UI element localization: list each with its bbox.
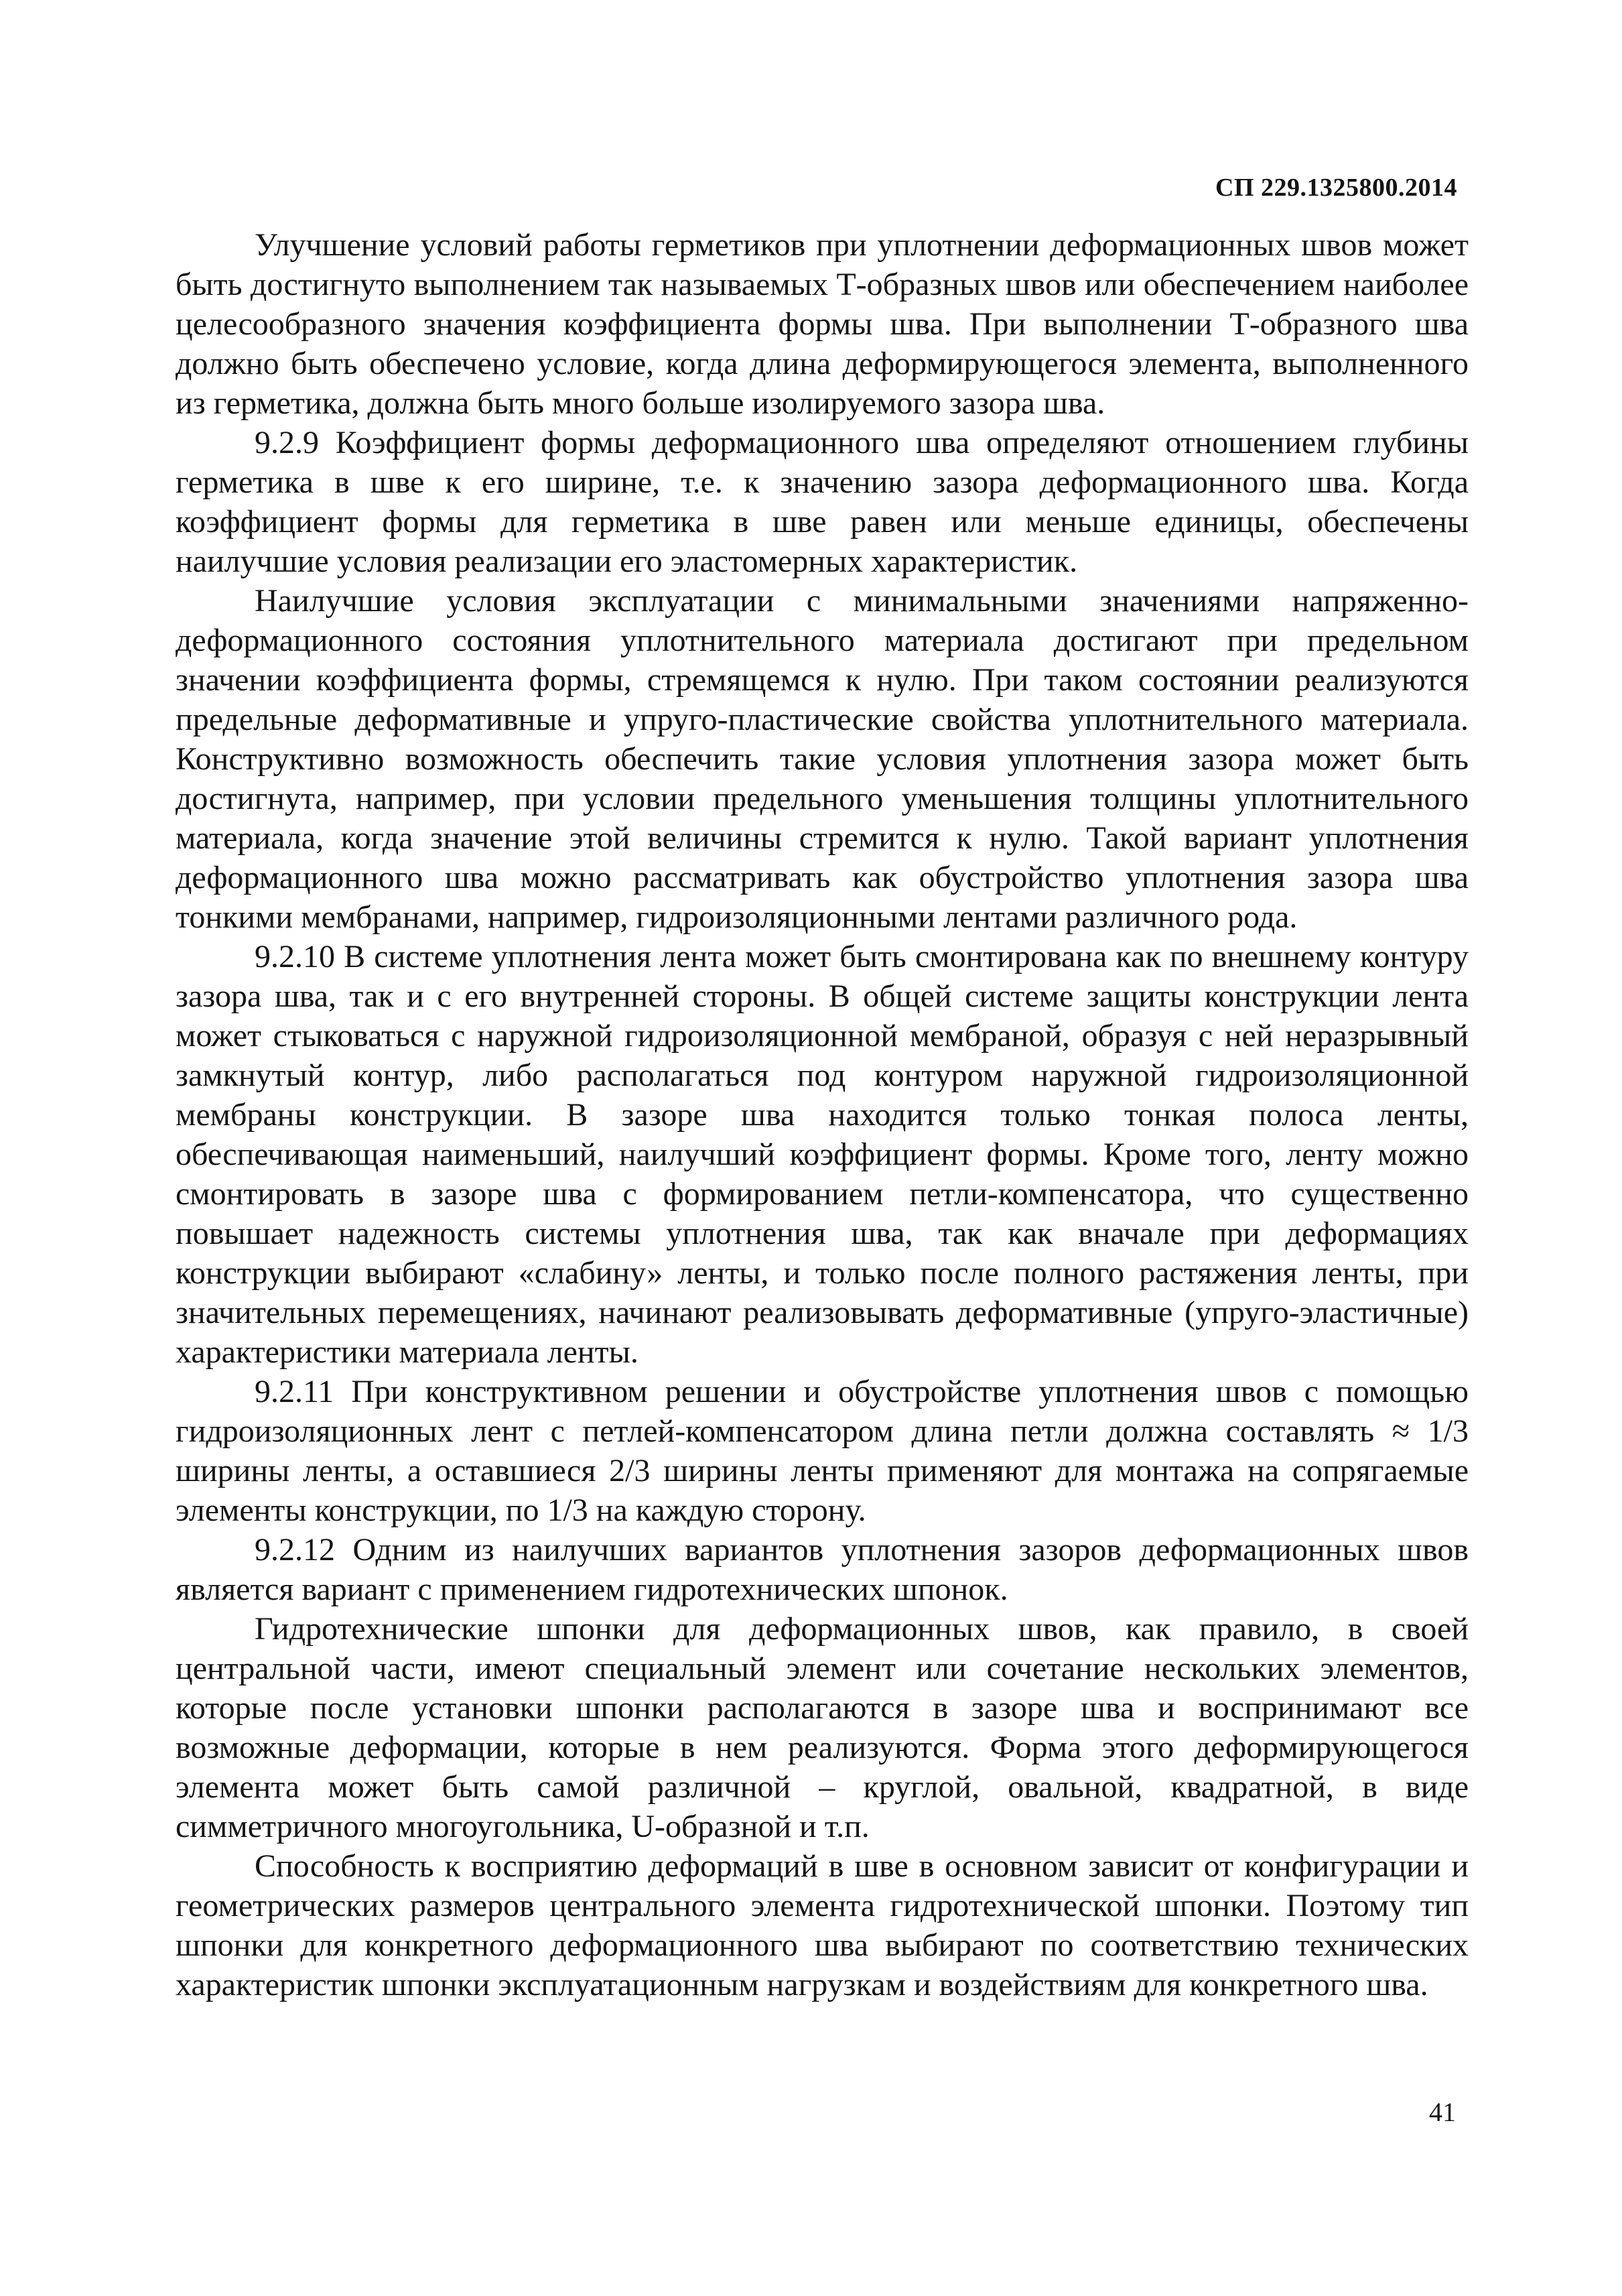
paragraph-best-conditions: Наилучшие условия эксплуатации с минимальными значениями напряженно-деформационного состояния уплотнительного материала достигают при предельном значении коэффициента формы, стремящемся к нулю. При таком состоянии реализуются предельные деформативные и упруго-пластические свойства уплотнительного материала. Конструктивно возможность обеспечить такие условия уплотнения зазора может быть достигнута, например, при условии предельного уменьшения толщины уплотнительного материала, когда значение этой величины стремится к нулю. Такой вариант уплотнения деформационного шва можно рассматривать как обустройство уплотнения зазора шва тонкими мембранами, например, гидроизоляционными лентами различного рода. [176,583,1469,935]
page-number: 41 [1429,2097,1456,2127]
paragraph-9-2-10: 9.2.10 В системе уплотнения лента может быть смонтирована как по внешнему контуру зазора шва, так и с его внутренней стороны. В общей системе защиты конструкции лента может стыковаться с наружной гидроизоляционной мембраной, образуя с ней неразрывный замкнутый контур, либо располагаться под контуром наружной гидроизоляционной мембраны конструкции. В зазоре шва находится только тонкая полоса ленты, обеспечивающая наименьший, наилучший коэффициент формы. Кроме того, ленту можно смонтировать в зазоре шва с формированием петли-компенсатора, что существенно повышает надежность системы уплотнения шва, так как вначале при деформациях конструкции выбирают «слабину» ленты, и только после полного растяжения ленты, при значительных перемещениях, начинают реализовывать деформативные (упруго-эластичные) характеристики материала ленты. [176,939,1469,1370]
document-code-header: СП 229.1325800.2014 [1215,174,1457,202]
paragraph-t-shaped-seams: Улучшение условий работы герметиков при уплотнении деформационных швов может быть достигнуто выполнением так называемых Т-образных швов или обеспечением наиболее целесообразного значения коэффициента формы шва. При выполнении Т-образного шва должно быть обеспечено условие, когда длина деформирующегося элемента, выполненного из герметика, должна быть много больше изолируемого зазора шва. [176,227,1469,421]
paragraph-deformation-capacity: Способность к восприятию деформаций в шве в основном зависит от конфигурации и геометрических размеров центрального элемента гидротехнической шпонки. Поэтому тип шпонки для конкретного деформационного шва выбирают по соответствию технических характеристик шпонки эксплуатационным нагрузкам и воздействиям для конкретного шва. [176,1848,1469,2002]
paragraph-9-2-12: 9.2.12 Одним из наилучших вариантов уплотнения зазоров деформационных швов является вариант с применением гидротехнических шпонок. [176,1532,1469,1607]
paragraph-9-2-9: 9.2.9 Коэффициент формы деформационного шва определяют отношением глубины герметика в шве к его ширине, т.е. к значению зазора деформационного шва. Когда коэффициент формы для герметика в шве равен или меньше единицы, обеспечены наилучшие условия реализации его эластомерных характеристик. [176,425,1469,579]
paragraph-waterstops: Гидротехнические шпонки для деформационных швов, как правило, в своей центральной части, имеют специальный элемент или сочетание нескольких элементов, которые после установки шпонки располагаются в зазоре шва и воспринимают все возможные деформации, которые в нем реализуются. Форма этого деформирующегося элемента может быть самой различной – круглой, овальной, квадратной, в виде симметричного многоугольника, U-образной и т.п. [176,1611,1469,1844]
body-text [176,225,1469,2004]
paragraph-9-2-11: 9.2.11 При конструктивном решении и обустройстве уплотнения швов с помощью гидроизоляционных лент с петлей-компенсатором длина петли должна составлять ≈ 1/3 ширины ленты, а оставшиеся 2/3 ширины ленты применяют для монтажа на сопрягаемые элементы конструкции, по 1/3 на каждую сторону. [176,1374,1469,1528]
